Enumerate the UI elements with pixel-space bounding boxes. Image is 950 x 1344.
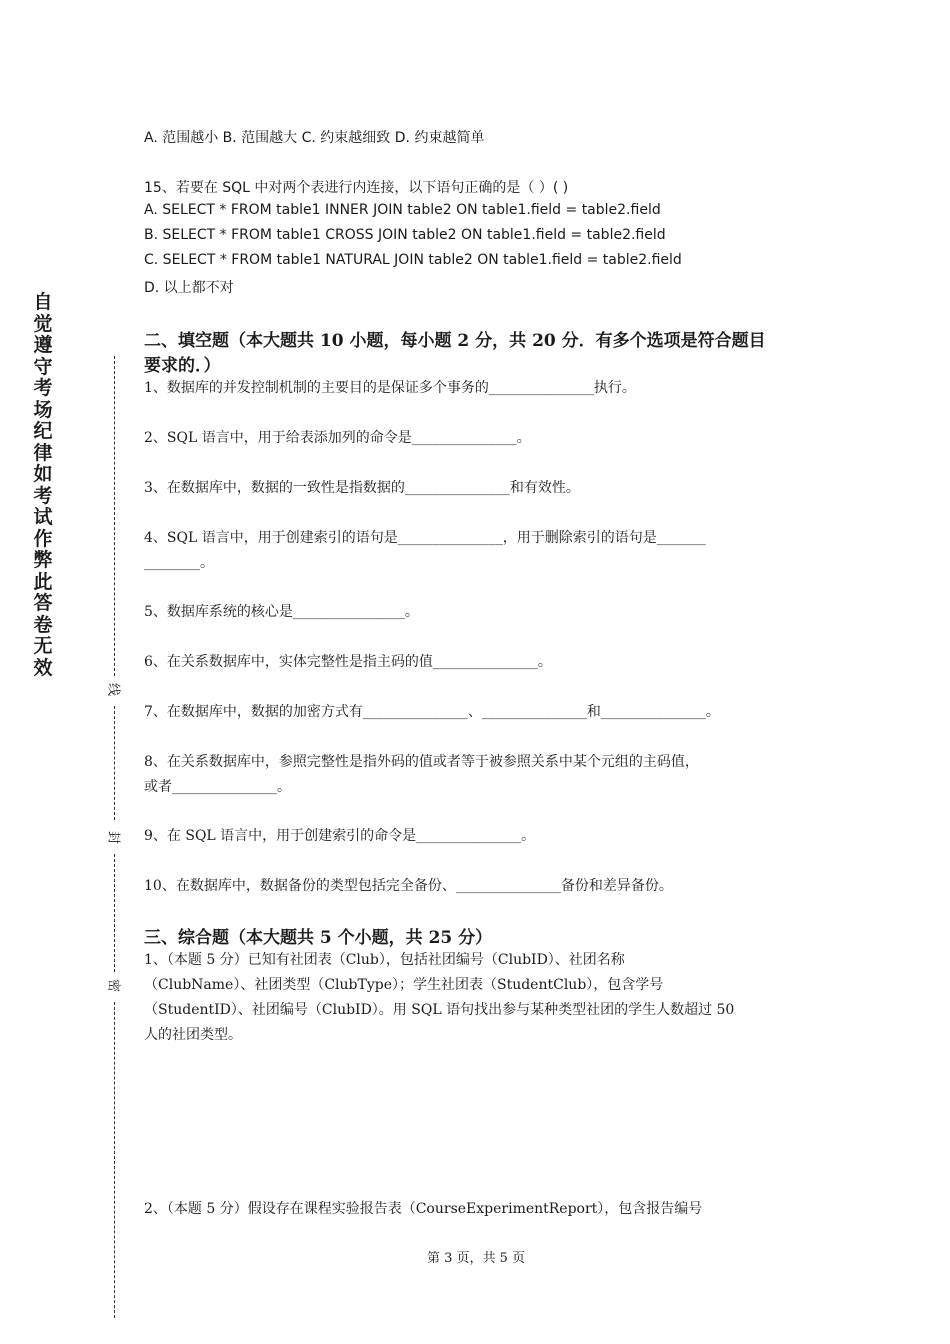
- q14-options: A. 范围越小 B. 范围越大 C. 约束越细致 D. 约束越简单: [144, 130, 485, 146]
- comprehensive-question-2: 2、（本题 5 分）假设存在课程实验报告表（CourseExperimentReport），包含报告编号: [144, 1201, 703, 1217]
- comprehensive-question-1-cont: （ClubName）、社团类型（ClubType）；学生社团表（StudentClub），包含学号: [144, 977, 664, 993]
- fill-question-1: 1、数据库的并发控制机制的主要目的是保证多个事务的_______________执行。: [144, 380, 636, 396]
- fill-question-9: 9、在 SQL 语言中，用于创建索引的命令是_______________。: [144, 828, 536, 844]
- binding-dashed-line: [114, 1002, 115, 1318]
- fill-question-7: 7、在数据库中，数据的加密方式有_______________、_______________和_______________。: [144, 704, 720, 720]
- page-number: 第 3 页，共 5 页: [427, 1251, 526, 1266]
- comprehensive-question-1-cont: 人的社团类型。: [144, 1027, 242, 1043]
- fill-question-10: 10、在数据库中，数据备份的类型包括完全备份、_______________备份和差异备份。: [144, 878, 673, 894]
- section3-heading: 三、综合题（本大题共 5 个小题，共 25 分）: [144, 928, 493, 948]
- q15-option-c: C. SELECT * FROM table1 NATURAL JOIN table2 ON table1.field = table2.field: [144, 252, 682, 268]
- fill-question-5: 5、数据库系统的核心是________________。: [144, 604, 419, 620]
- binding-label-secret: 密: [106, 977, 125, 995]
- fill-question-2: 2、SQL 语言中，用于给表添加列的命令是_______________。: [144, 430, 531, 446]
- binding-label-seal: 封: [106, 829, 125, 847]
- section2-heading-cont: 要求的．）: [144, 356, 221, 376]
- fill-question-6: 6、在关系数据库中，实体完整性是指主码的值_______________。: [144, 654, 552, 670]
- q15-option-d: D. 以上都不对: [144, 280, 234, 296]
- comprehensive-question-1-cont: （StudentID）、社团编号（ClubID）。用 SQL 语句找出参与某种类型社团的学生人数超过 50: [144, 1002, 735, 1018]
- binding-dashed-line: [114, 356, 115, 676]
- q15-stem: 15、若要在 SQL 中对两个表进行内连接，以下语句正确的是（ ）( ): [144, 180, 569, 196]
- comprehensive-question-1: 1、（本题 5 分）已知有社团表（Club），包括社团编号（ClubID）、社团名称: [144, 952, 625, 968]
- exam-rules-warning: 自 觉 遵 守 考 场 纪 律 如 考 试 作 弊 此 答 卷 无 效: [33, 291, 53, 679]
- fill-question-4: 4、SQL 语言中，用于创建索引的语句是_______________，用于删除索引的语句是_______: [144, 530, 706, 546]
- binding-label-line: 线: [106, 681, 125, 699]
- section2-heading: 二、填空题（本大题共 10 小题，每小题 2 分，共 20 分．有多个选项是符合题目: [144, 331, 766, 351]
- fill-question-4-cont: ________。: [144, 555, 214, 571]
- q15-option-b: B. SELECT * FROM table1 CROSS JOIN table2 ON table1.field = table2.field: [144, 227, 666, 243]
- fill-question-8-cont: 或者_______________。: [144, 779, 291, 795]
- fill-question-3: 3、在数据库中，数据的一致性是指数据的_______________和有效性。: [144, 480, 580, 496]
- q15-option-a: A. SELECT * FROM table1 INNER JOIN table2 ON table1.field = table2.field: [144, 202, 661, 218]
- fill-question-8: 8、在关系数据库中，参照完整性是指外码的值或者等于被参照关系中某个元组的主码值，: [144, 754, 699, 770]
- binding-dashed-line: [114, 706, 115, 820]
- binding-dashed-line: [114, 854, 115, 972]
